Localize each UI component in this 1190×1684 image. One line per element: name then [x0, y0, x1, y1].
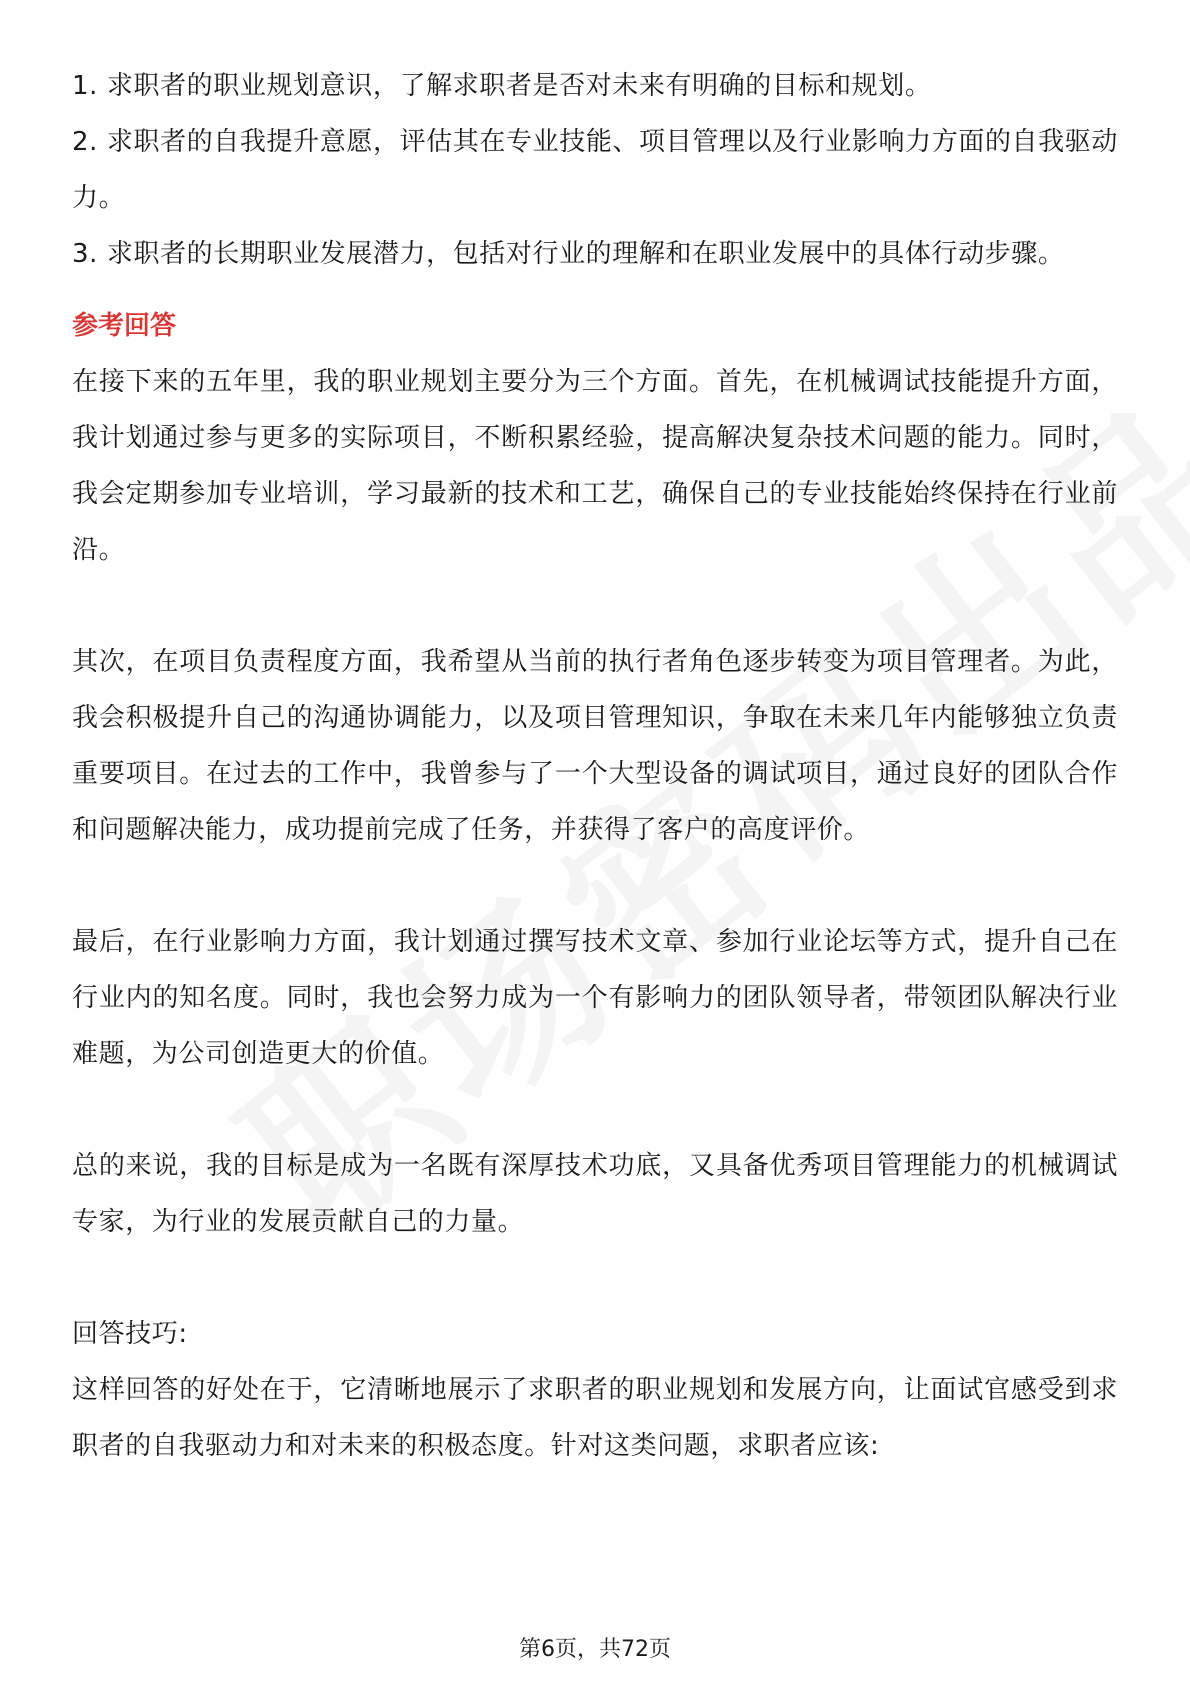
list-item: 2. 求职者的自我提升意愿，评估其在专业技能、项目管理以及行业影响力方面的自我驱动力。	[72, 127, 1118, 213]
reference-answer-heading: 参考回答	[72, 311, 177, 341]
list-item: 3. 求职者的长期职业发展潜力，包括对行业的理解和在职业发展中的具体行动步骤。	[72, 239, 1065, 269]
answer-tips-text: 这样回答的好处在于，它清晰地展示了求职者的职业规划和发展方向，让面试官感受到求职者的自我驱动力和对未来的积极态度。针对这类问题，求职者应该:	[72, 1375, 1118, 1461]
answer-tips-heading: 回答技巧:	[72, 1319, 188, 1349]
answer-paragraph: 其次，在项目负责程度方面，我希望从当前的执行者角色逐步转变为项目管理者。为此，我会积极提升自己的沟通协调能力，以及项目管理知识，争取在未来几年内能够独立负责重要项目。在过去的工作中，我曾参与了一个大型设备的调试项目，通过良好的团队合作和问题解决能力，成功提前完成了任务，并获得了客户的高度评价。	[72, 647, 1118, 845]
answer-paragraph: 最后，在行业影响力方面，我计划通过撰写技术文章、参加行业论坛等方式，提升自己在行业内的知名度。同时，我也会努力成为一个有影响力的团队领导者，带领团队解决行业难题，为公司创造更大的价值。	[72, 927, 1118, 1069]
evaluation-points-list	[72, 58, 1118, 282]
page-number: 第6页，共72页	[519, 1637, 671, 1662]
answer-paragraph: 在接下来的五年里，我的职业规划主要分为三个方面。首先，在机械调试技能提升方面，我计划通过参与更多的实际项目，不断积累经验，提高解决复杂技术问题的能力。同时，我会定期参加专业培训，学习最新的技术和工艺，确保自己的专业技能始终保持在行业前沿。	[72, 367, 1118, 565]
list-item: 1. 求职者的职业规划意识，了解求职者是否对未来有明确的目标和规划。	[72, 71, 932, 101]
answer-paragraph: 总的来说，我的目标是成为一名既有深厚技术功底，又具备优秀项目管理能力的机械调试专家，为行业的发展贡献自己的力量。	[72, 1151, 1118, 1237]
document-body	[72, 58, 1118, 1474]
